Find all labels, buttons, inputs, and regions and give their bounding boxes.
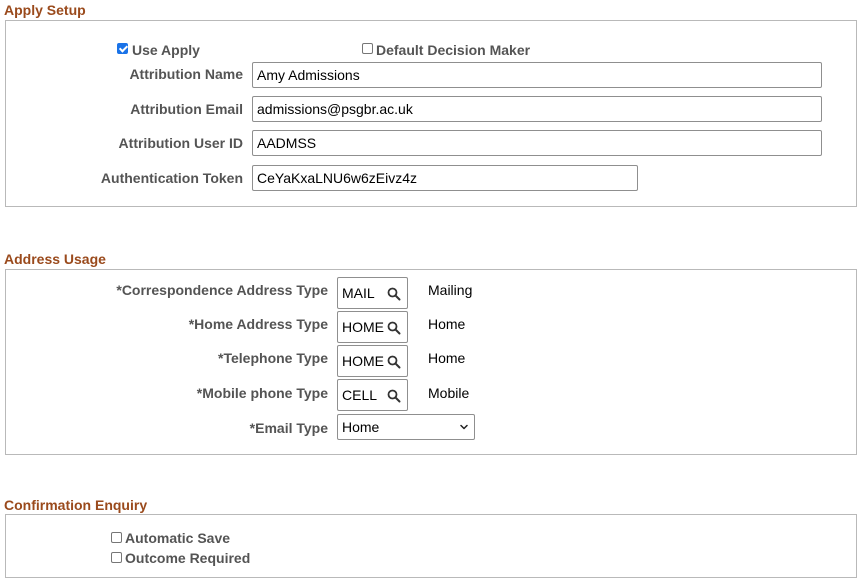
outcome-required-label: Outcome Required [125, 550, 251, 566]
telephone-type-value: HOME [342, 353, 384, 369]
attribution-user-id-input[interactable] [252, 130, 822, 156]
chevron-down-icon [460, 423, 468, 431]
address-usage-title: Address Usage [4, 251, 106, 267]
correspondence-address-type-label: *Correspondence Address Type [116, 282, 328, 298]
search-icon[interactable] [387, 389, 401, 403]
telephone-type-description: Home [428, 350, 466, 366]
home-address-type-label: *Home Address Type [188, 316, 328, 332]
outcome-required-checkbox[interactable] [111, 552, 122, 563]
attribution-email-input[interactable] [252, 96, 822, 122]
email-type-value: Home [342, 419, 380, 435]
home-address-type-prompt[interactable] [337, 311, 408, 343]
use-apply-checkbox[interactable] [117, 43, 128, 54]
confirmation-enquiry-title: Confirmation Enquiry [4, 497, 148, 513]
authentication-token-input[interactable] [252, 165, 638, 191]
attribution-email-label: Attribution Email [130, 101, 243, 117]
automatic-save-label: Automatic Save [125, 530, 231, 546]
correspondence-address-type-value: MAIL [342, 285, 375, 301]
authentication-token-label: Authentication Token [100, 170, 243, 186]
search-icon[interactable] [387, 287, 401, 301]
search-icon[interactable] [387, 355, 401, 369]
default-decision-maker-checkbox[interactable] [362, 43, 373, 54]
email-type-select[interactable] [337, 414, 475, 440]
telephone-type-label: *Telephone Type [218, 350, 328, 366]
default-decision-maker-label: Default Decision Maker [376, 42, 531, 58]
use-apply-label: Use Apply [132, 42, 200, 58]
home-address-type-value: HOME [342, 319, 384, 335]
attribution-name-label: Attribution Name [129, 66, 243, 82]
mobile-phone-type-label: *Mobile phone Type [196, 385, 328, 401]
mobile-phone-type-value: CELL [342, 387, 378, 403]
attribution-name-input[interactable] [252, 62, 822, 88]
correspondence-address-type-description: Mailing [428, 282, 473, 298]
apply-setup-title: Apply Setup [4, 2, 86, 18]
mobile-phone-type-description: Mobile [428, 385, 470, 401]
home-address-type-description: Home [428, 316, 466, 332]
confirmation-enquiry-group [5, 514, 857, 578]
mobile-phone-type-prompt[interactable] [337, 379, 408, 411]
telephone-type-prompt[interactable] [337, 345, 408, 377]
search-icon[interactable] [387, 321, 401, 335]
email-type-label: *Email Type [249, 420, 328, 436]
attribution-user-id-label: Attribution User ID [118, 135, 243, 151]
correspondence-address-type-prompt[interactable] [337, 277, 408, 309]
automatic-save-checkbox[interactable] [111, 532, 122, 543]
